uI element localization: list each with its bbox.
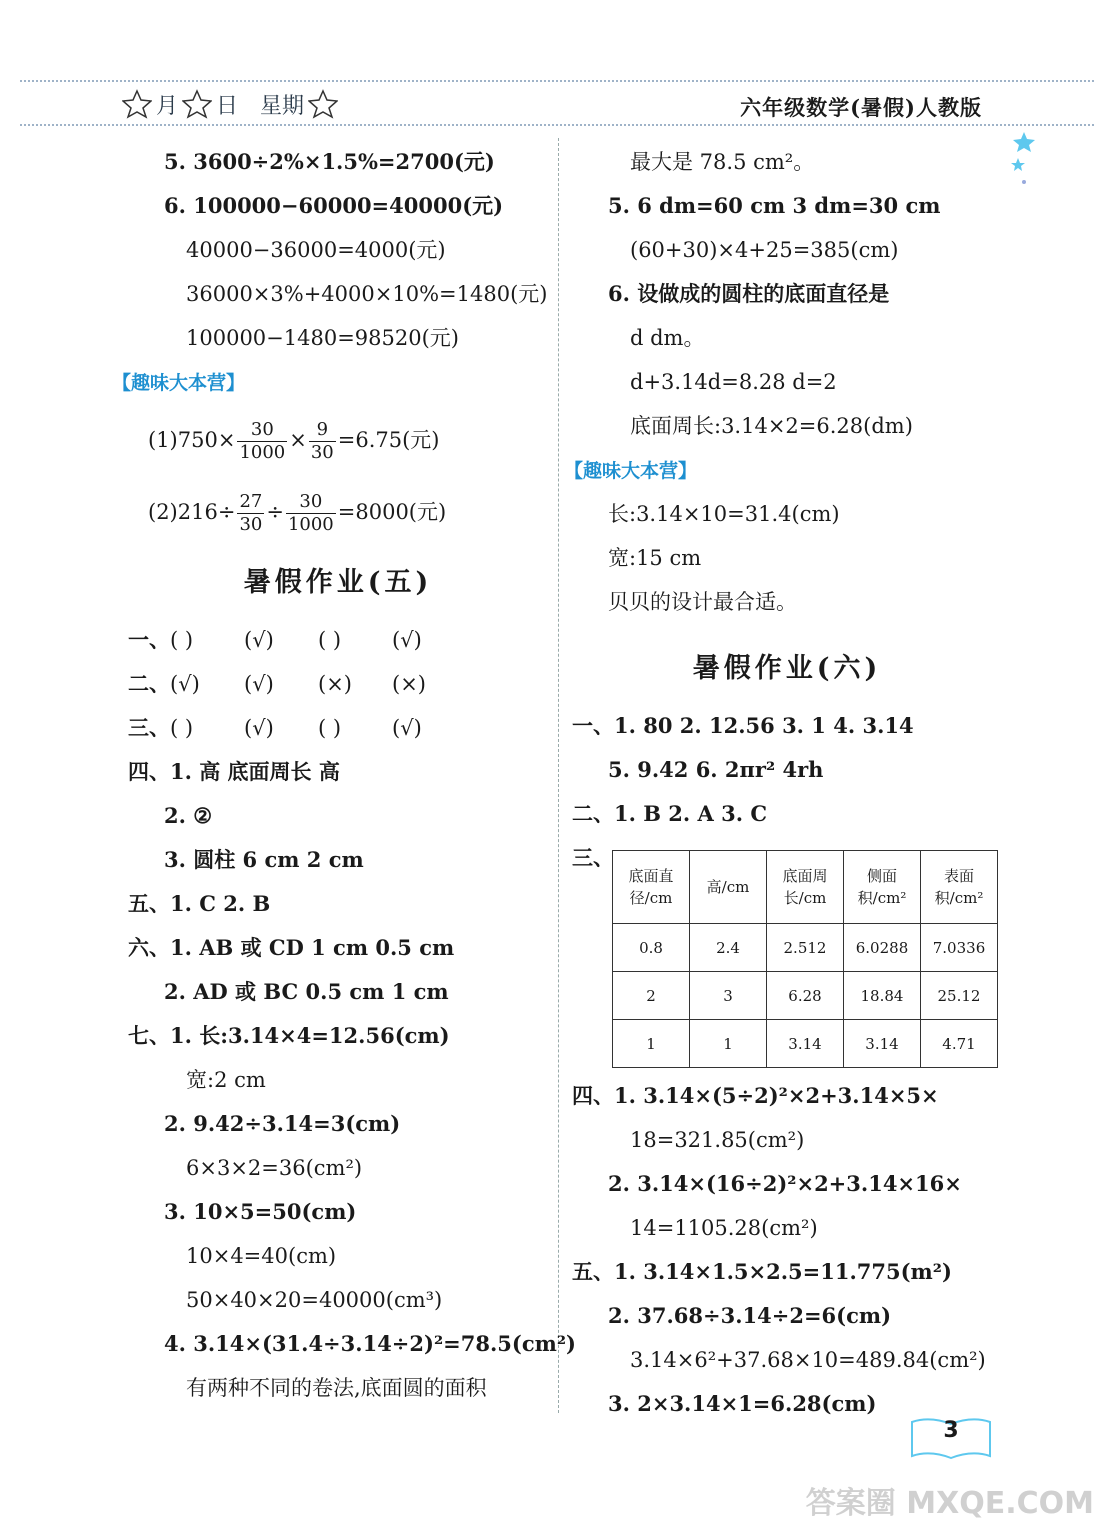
mark-answer: (√) bbox=[244, 672, 274, 696]
answer-line: 2. 3.14×(16÷2)²×2+3.14×16× bbox=[608, 1171, 962, 1196]
page-number: 3 bbox=[943, 1418, 959, 1443]
mark-answer: (×) bbox=[318, 672, 352, 696]
star-icon bbox=[122, 89, 152, 119]
answer-line: 六、1. AB 或 CD 1 cm 0.5 cm bbox=[128, 935, 455, 960]
table-cell: 6.28 bbox=[767, 972, 844, 1020]
answer-line: 14=1105.28(cm²) bbox=[630, 1216, 818, 1240]
answer-line: 50×40×20=40000(cm³) bbox=[186, 1288, 443, 1312]
answer-line: 5. 9.42 6. 2πr² 4rh bbox=[608, 757, 824, 782]
mark-answer: (√) bbox=[392, 628, 422, 652]
answer-line: 5. 3600÷2%×1.5%=2700(元) bbox=[164, 149, 495, 174]
true-false-answers bbox=[128, 618, 548, 750]
section-tag: 【趣味大本营】 bbox=[112, 372, 246, 394]
table-row bbox=[613, 1020, 998, 1068]
answer-line: 3. 2×3.14×1=6.28(cm) bbox=[608, 1391, 877, 1416]
table-cell: 1 bbox=[690, 1020, 767, 1068]
section-title: 暑假作业(五) bbox=[243, 567, 433, 598]
table-cell: 3.14 bbox=[844, 1020, 921, 1068]
answer-line: 5. 6 dm=60 cm 3 dm=30 cm bbox=[608, 193, 941, 218]
table-cell: 0.8 bbox=[613, 924, 690, 972]
answer-line: 2. AD 或 BC 0.5 cm 1 cm bbox=[164, 979, 449, 1004]
star-icon bbox=[308, 89, 338, 119]
answer-line: (60+30)×4+25=385(cm) bbox=[630, 238, 899, 262]
weekday-label: 星期 bbox=[260, 93, 305, 119]
answer-line: 四、1. 3.14×(5÷2)²×2+3.14×5× bbox=[572, 1083, 939, 1108]
book-title: 六年级数学(暑假)人教版 bbox=[740, 95, 982, 120]
table-row bbox=[613, 972, 998, 1020]
cylinder-table bbox=[612, 850, 998, 1068]
table-header-cell: 表面积/cm² bbox=[921, 851, 998, 924]
right-column bbox=[564, 140, 1002, 880]
answer-line: 18=321.85(cm²) bbox=[630, 1128, 805, 1152]
answer-line: 6. 100000−60000=40000(元) bbox=[164, 193, 504, 218]
answer-block bbox=[572, 704, 1002, 836]
table-cell: 6.0288 bbox=[844, 924, 921, 972]
answer-line: d dm。 bbox=[630, 326, 705, 350]
table-label: 三、 bbox=[572, 845, 614, 870]
table-header-cell: 侧面积/cm² bbox=[844, 851, 921, 924]
answer-line: 4. 3.14×(31.4÷3.14÷2)²=78.5(cm²) bbox=[164, 1331, 576, 1356]
mark-answer: (√) bbox=[392, 716, 422, 740]
answer-line: 宽:15 cm bbox=[608, 546, 702, 570]
star-icon bbox=[182, 89, 212, 119]
answer-line: 3.14×6²+37.68×10=489.84(cm²) bbox=[630, 1348, 986, 1372]
decorative-stars-icon bbox=[1010, 130, 1046, 190]
section-title: 暑假作业(六) bbox=[692, 653, 882, 684]
section-tag: 【趣味大本营】 bbox=[564, 460, 698, 482]
mark-answer: (√) bbox=[244, 716, 274, 740]
answer-line: 6. 设做成的圆柱的底面直径是 bbox=[608, 281, 890, 306]
answer-line: 底面周长:3.14×2=6.28(dm) bbox=[630, 414, 913, 438]
table-cell: 2.4 bbox=[690, 924, 767, 972]
table-cell: 1 bbox=[613, 1020, 690, 1068]
answer-line: 有两种不同的卷法,底面圆的面积 bbox=[186, 1376, 487, 1400]
answer-line: 6×3×2=36(cm²) bbox=[186, 1156, 363, 1180]
table-cell: 25.12 bbox=[921, 972, 998, 1020]
mark-answer: (√) bbox=[244, 628, 274, 652]
mark-answer: ( ) bbox=[170, 628, 194, 652]
answer-line: 36000×3%+4000×10%=1480(元) bbox=[186, 282, 548, 306]
month-label: 月 bbox=[156, 93, 179, 119]
table-header-cell: 底面直径/cm bbox=[613, 851, 690, 924]
answer-line: 100000−1480=98520(元) bbox=[186, 326, 459, 350]
answer-line: 最大是 78.5 cm²。 bbox=[630, 150, 815, 174]
table-header-cell: 底面周长/cm bbox=[767, 851, 844, 924]
answer-line: 贝贝的设计最合适。 bbox=[608, 590, 797, 614]
answer-line: 五、1. C 2. B bbox=[128, 891, 271, 916]
table-cell: 2.512 bbox=[767, 924, 844, 972]
mark-row bbox=[128, 706, 548, 750]
table-cell: 3.14 bbox=[767, 1020, 844, 1068]
answer-line: 长:3.14×10=31.4(cm) bbox=[608, 502, 840, 526]
mark-row bbox=[128, 662, 548, 706]
date-header bbox=[122, 84, 338, 124]
fraction-equation-1: (1)750× $\frac{30}{1000}$ × $\frac{9}{30}$ =6.75(元) bbox=[148, 419, 440, 463]
answer-line: 10×4=40(cm) bbox=[186, 1244, 337, 1268]
table-cell: 7.0336 bbox=[921, 924, 998, 972]
mark-answer: ( ) bbox=[318, 716, 342, 740]
mark-answer: ( ) bbox=[170, 716, 194, 740]
answer-line: 一、1. 80 2. 12.56 3. 1 4. 3.14 bbox=[572, 713, 914, 738]
header-dotted-line-top bbox=[20, 80, 1094, 82]
table-row bbox=[613, 924, 998, 972]
answer-block bbox=[572, 140, 1002, 448]
answer-line: 3. 圆柱 6 cm 2 cm bbox=[164, 847, 364, 872]
answer-line: 2. 37.68÷3.14÷2=6(cm) bbox=[608, 1303, 892, 1328]
answer-line: 五、1. 3.14×1.5×2.5=11.775(m²) bbox=[572, 1259, 952, 1284]
answer-line: 四、1. 高 底面周长 高 bbox=[128, 759, 340, 784]
mark-answer: (√) bbox=[170, 672, 200, 696]
day-label: 日 bbox=[216, 93, 239, 119]
mark-row-label: 二、 bbox=[128, 671, 170, 696]
answer-line: 40000−36000=4000(元) bbox=[186, 238, 446, 262]
answer-line: 2. ② bbox=[164, 803, 213, 828]
mark-row bbox=[128, 618, 548, 662]
fraction-equation-2: (2)216÷ $\frac{27}{30}$ ÷ $\frac{30}{1000}$ =8000(元) bbox=[148, 491, 447, 535]
table-cell: 18.84 bbox=[844, 972, 921, 1020]
answer-block bbox=[128, 750, 576, 1410]
table-cell: 2 bbox=[613, 972, 690, 1020]
mark-row-label: 三、 bbox=[128, 715, 170, 740]
answer-line: 二、1. B 2. A 3. C bbox=[572, 801, 768, 826]
table-cell: 4.71 bbox=[921, 1020, 998, 1068]
answer-line: 宽:2 cm bbox=[186, 1068, 266, 1092]
answer-line: 2. 9.42÷3.14=3(cm) bbox=[164, 1111, 401, 1136]
answer-line: 七、1. 长:3.14×4=12.56(cm) bbox=[128, 1023, 450, 1048]
watermark: 答案圈 MXQE.COM bbox=[805, 1486, 1094, 1521]
answer-block bbox=[572, 1074, 1002, 1426]
table-cell: 3 bbox=[690, 972, 767, 1020]
mark-row-label: 一、 bbox=[128, 627, 170, 652]
answer-line: 3. 10×5=50(cm) bbox=[164, 1199, 357, 1224]
table-header-cell: 高/cm bbox=[690, 851, 767, 924]
mark-answer: ( ) bbox=[318, 628, 342, 652]
column-divider bbox=[558, 138, 559, 1413]
header-dotted-line-bottom bbox=[20, 124, 1094, 126]
mark-answer: (×) bbox=[392, 672, 426, 696]
answer-line: d+3.14d=8.28 d=2 bbox=[630, 370, 837, 394]
left-column bbox=[112, 140, 576, 1410]
